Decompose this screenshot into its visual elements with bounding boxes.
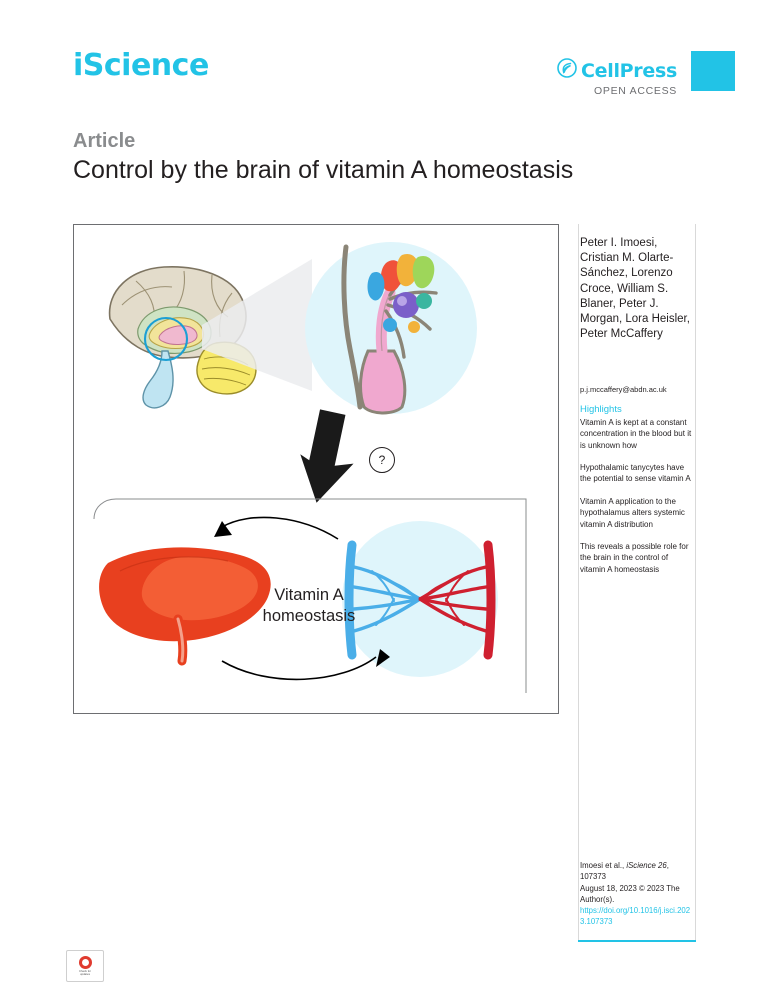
publisher-name: CellPress <box>581 59 677 82</box>
open-access-label: OPEN ACCESS <box>594 85 677 97</box>
figure-center-label <box>249 585 369 626</box>
citation-article-number: 107373 <box>580 872 607 882</box>
list-item: Vitamin A is kept at a constant concentration in the blood but it is unknown how <box>580 418 692 450</box>
tanycyte-cell-illustration <box>302 239 480 422</box>
graphical-abstract <box>73 224 559 714</box>
question-mark: ? <box>378 453 386 467</box>
liver-illustration <box>99 547 271 661</box>
highlights-label: Highlights <box>580 404 622 415</box>
publisher-logo <box>557 58 677 97</box>
accent-square <box>691 51 735 91</box>
figure-center-label-line1: Vitamin A <box>274 586 344 604</box>
highlights-list <box>580 417 692 586</box>
figure-center-label-line2: homeostasis <box>262 606 356 625</box>
cellpress-leaf-icon <box>557 58 577 83</box>
citation-line-1: Imoesi et al., iScience 26, <box>580 861 669 870</box>
list-item: This reveals a possible role for the brain in the control of vitamin A homeostasis <box>580 541 689 574</box>
crossmark-circle-icon <box>79 956 92 969</box>
doi-link[interactable]: https://doi.org/10.1016/j.isci.2023.107373 <box>580 906 691 927</box>
list-item: Vitamin A application to the hypothalamus alters systemic vitamin A distribution <box>580 496 685 529</box>
sidebar-bottom-rule <box>578 940 696 942</box>
citation-line-2: August 18, 2023 © 2023 The Author(s). <box>580 883 680 904</box>
crossmark-badge-icon[interactable] <box>66 950 104 982</box>
page-title: Control by the brain of vitamin A homeostasis <box>73 156 574 184</box>
crossmark-label: Check for updates <box>79 968 91 976</box>
citation-journal-volume: iScience 26 <box>626 861 667 870</box>
corresponding-email[interactable]: p.j.mccaffery@abdn.ac.uk <box>580 385 667 394</box>
list-item: Hypothalamic tanycytes have the potential to sense vitamin A <box>580 463 691 484</box>
author-list: Peter I. Imoesi, Cristian M. Olarte-Sánchez, Lorenzo Croce, William S. Blaner, Peter J. Morgan, Lora Heisler, Peter McCaffery <box>580 237 690 341</box>
question-mark-badge <box>369 447 395 473</box>
journal-logo: iScience <box>73 48 209 83</box>
citation-block <box>580 860 692 928</box>
article-type: Article <box>73 130 136 152</box>
